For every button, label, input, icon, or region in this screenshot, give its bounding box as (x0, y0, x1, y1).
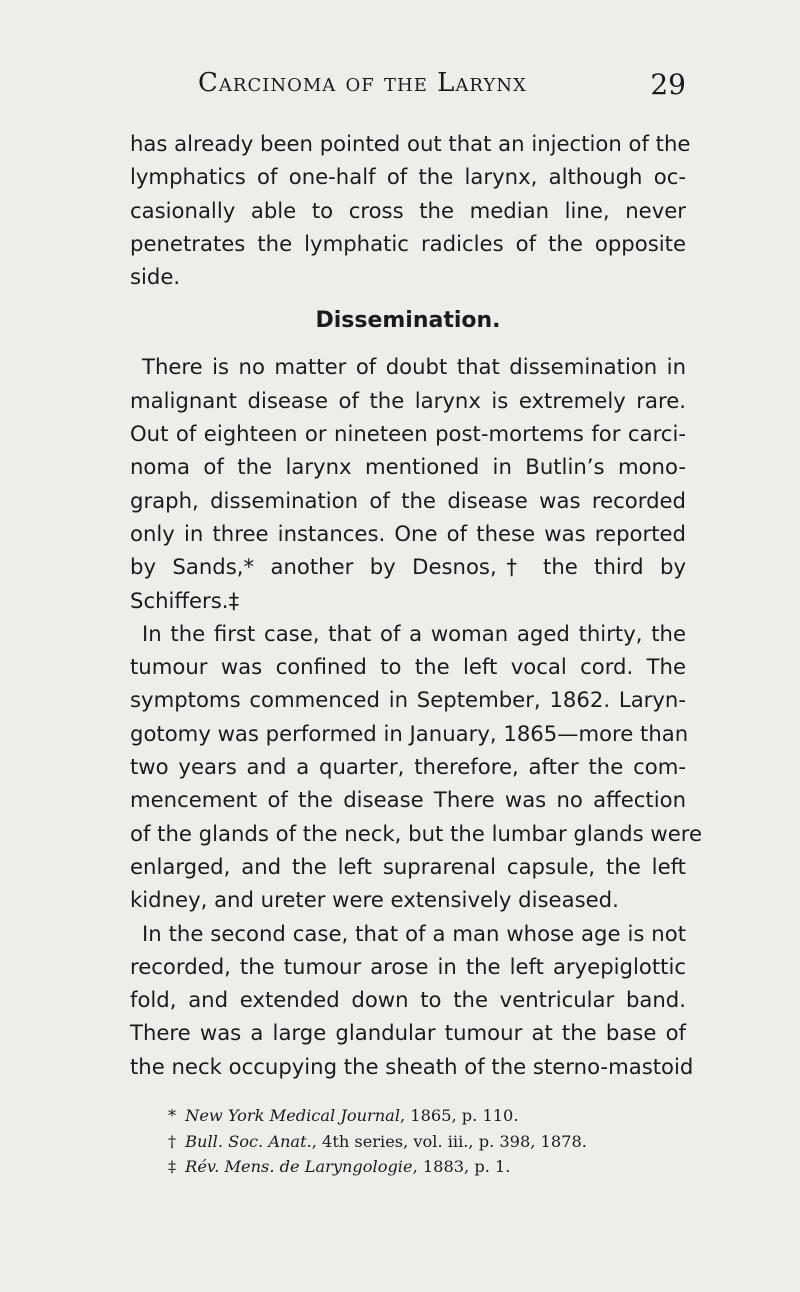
text-line: side. (130, 264, 181, 290)
footnote-citation: , 1883, p. 1. (412, 1157, 511, 1176)
text-line: lymphatics of one-half of the larynx, although oc- (130, 164, 686, 190)
footnote-mark: * (168, 1106, 177, 1125)
footnote-mark: ‡ (168, 1157, 177, 1176)
section-heading: Dissemination. (315, 308, 501, 334)
text-line: malignant disease of the larynx is extremely rare. (130, 387, 686, 413)
text-line: by Sands,* another by Desnos,† the third by (130, 554, 686, 580)
text-line: only in three instances. One of these was reported (130, 520, 686, 546)
paragraph-continued (130, 127, 691, 293)
footnote-mark: † (168, 1131, 177, 1151)
text-line: recorded, the tumour arose in the left aryepiglottic (130, 953, 686, 979)
footnote-citation: , 1865, p. 110. (400, 1106, 519, 1125)
text-line: graph, dissemination of the disease was recorded (130, 487, 686, 513)
text-line: noma of the larynx mentioned in Butlin’s mono- (130, 454, 686, 480)
footnotes (168, 1103, 688, 1180)
text-line: kidney, and ureter were extensively diseased. (130, 887, 619, 913)
footnote-source-title: New York Medical Journal (185, 1106, 401, 1125)
text-line: Out of eighteen or nineteen post-mortems for carci- (130, 421, 686, 447)
text-line: Schiffers.‡ (130, 587, 240, 613)
text-line: two years and a quarter, therefore, after the com- (130, 754, 686, 780)
footnote (168, 1129, 688, 1155)
text-line: penetrates the lymphatic radicles of the opposite (130, 230, 686, 256)
page-number: 29 (650, 68, 686, 101)
running-title: Carcinoma of the Larynx (198, 68, 527, 98)
text-line: enlarged, and the left suprarenal capsule, the left (130, 853, 686, 879)
text-line: fold, and extended down to the ventricular band. (130, 987, 686, 1013)
text-line: has already been pointed out that an injection of the (130, 131, 691, 156)
text-line: symptoms commenced in September, 1862. Laryn- (130, 687, 686, 713)
text-line: casionally able to cross the median line, never (130, 197, 686, 223)
page-header (130, 68, 686, 112)
footnote-source-title: Rév. Mens. de Laryngologie (185, 1157, 413, 1176)
paragraph-dissemination (130, 350, 686, 616)
footnote (168, 1154, 688, 1180)
text-line: tumour was confined to the left vocal cord. The (130, 654, 686, 680)
text-line: There was a large glandular tumour at the base of (130, 1020, 686, 1046)
text-line: In the second case, that of a man whose age is not (142, 920, 686, 946)
page-body (130, 127, 703, 1083)
text-line: the neck occupying the sheath of the sterno-mastoid (130, 1053, 694, 1079)
paragraph-second-case (130, 917, 694, 1083)
text-line: mencement of the disease There was no affection (130, 787, 686, 813)
text-line: gotomy was performed in January, 1865—more than (130, 720, 689, 746)
text-line: In the first case, that of a woman aged thirty, the (142, 620, 686, 646)
footnote (168, 1103, 688, 1129)
text-line: of the glands of the neck, but the lumbar glands were (130, 820, 703, 846)
text-line: There is no matter of doubt that dissemination in (142, 354, 686, 380)
footnote-source-title: Bull. Soc. Anat. (185, 1131, 312, 1151)
footnote-citation: , 4th series, vol. iii., p. 398, 1878. (311, 1131, 587, 1151)
paragraph-first-case (130, 617, 703, 917)
